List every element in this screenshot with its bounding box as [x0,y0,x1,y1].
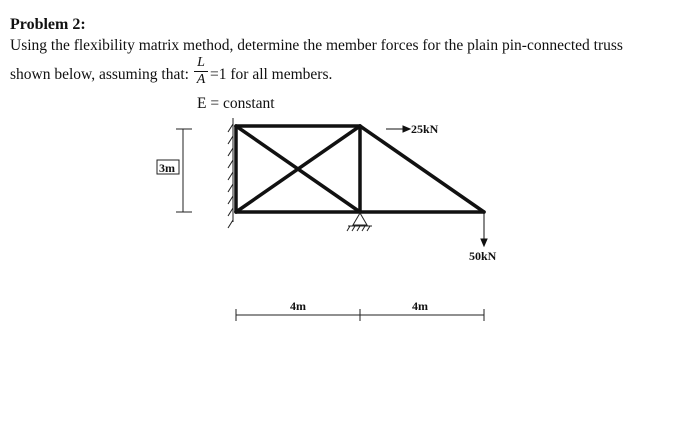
height-label: 3m [159,161,175,175]
wall-support-hatching [228,118,233,228]
fraction-condition: =1 for all members. [210,66,333,83]
horizontal-load-label: 25kN [411,122,439,136]
member-right-diagonal [360,126,484,212]
horizontal-load-arrow [386,126,410,132]
problem-title: Problem 2: [10,16,86,33]
problem-statement-line-1: Using the flexibility matrix method, determine the member forces for the plain pin-connected truss [10,37,623,54]
vertical-load-label: 50kN [469,249,497,263]
fraction-denominator: A [196,72,206,87]
e-constant: E = constant [197,95,275,112]
problem-statement-line-2: shown below, assuming that: [10,66,189,83]
pin-support [347,213,372,231]
fraction-numerator: L [197,55,205,70]
vertical-load-arrow [481,212,487,246]
span-right-label: 4m [412,299,428,313]
span-dimension [236,309,484,321]
span-left-label: 4m [290,299,306,313]
